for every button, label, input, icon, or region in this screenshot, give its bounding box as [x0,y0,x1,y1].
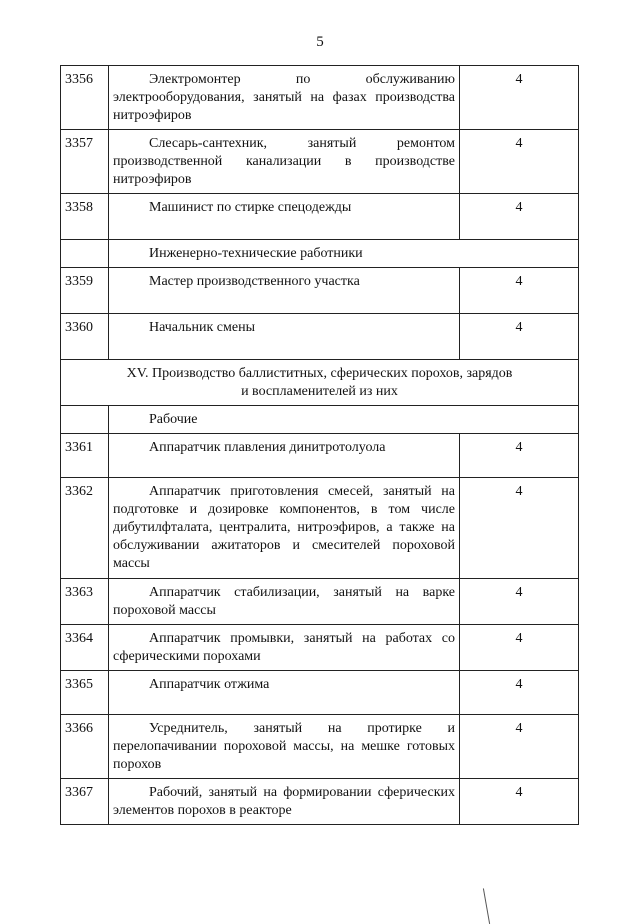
row-value: 4 [460,130,579,194]
row-number: 3359 [61,268,109,314]
scan-edge-mark [483,888,492,924]
section-heading-line: и воспламенителей из них [241,384,398,399]
occupation-title: Электромонтер по обслуживанию электрооборудования, занятый на фазах производства нитроэфиров [109,66,460,130]
occupation-title: Начальник смены [109,314,460,360]
table-row [61,625,579,671]
empty-cell [61,406,109,434]
occupation-title: Аппаратчик отжима [109,671,460,715]
occupation-title: Машинист по стирке спецодежды [109,194,460,240]
row-number: 3358 [61,194,109,240]
occupation-title: Рабочий, занятый на формировании сферических элементов порохов в реакторе [109,779,460,825]
empty-cell [61,240,109,268]
row-value: 4 [460,478,579,579]
row-number: 3363 [61,579,109,625]
row-number: 3366 [61,715,109,779]
section-heading [61,360,579,406]
table-row [61,130,579,194]
row-value: 4 [460,314,579,360]
table-row [61,314,579,360]
occupation-title: Аппаратчик промывки, занятый на работах со сферическими порохами [109,625,460,671]
row-number: 3357 [61,130,109,194]
row-number: 3362 [61,478,109,579]
subheading-title: Рабочие [109,406,579,434]
row-number: 3361 [61,434,109,478]
subheading-title: Инженерно-технические работники [109,240,579,268]
occupation-title: Слесарь-сантехник, занятый ремонтом производственной канализации в производстве нитроэфиров [109,130,460,194]
subheading-row [61,406,579,434]
section-heading-line: XV. Производство баллиститных, сферических порохов, зарядов [126,366,513,381]
row-number: 3356 [61,66,109,130]
table-row [61,715,579,779]
document-table [60,65,579,825]
row-number: 3365 [61,671,109,715]
occupation-title: Усреднитель, занятый на протирке и перелопачивании пороховой массы, на мешке готовых порохов [109,715,460,779]
row-value: 4 [460,625,579,671]
table-row [61,478,579,579]
table-row [61,268,579,314]
table-row [61,194,579,240]
row-value: 4 [460,434,579,478]
row-value: 4 [460,779,579,825]
occupation-title: Мастер производственного участка [109,268,460,314]
occupation-title: Аппаратчик приготовления смесей, занятый на подготовке и дозировке компонентов, в том числе дибутилфталата, централита, нитроэфиров, а также на обслуживании ажитаторов и смесителей пороховой массы [109,478,460,579]
occupation-title: Аппаратчик стабилизации, занятый на варке пороховой массы [109,579,460,625]
row-number: 3367 [61,779,109,825]
table-row [61,434,579,478]
page-number: 5 [316,34,324,50]
row-value: 4 [460,715,579,779]
row-value: 4 [460,671,579,715]
occupation-title: Аппаратчик плавления динитротолуола [109,434,460,478]
row-value: 4 [460,66,579,130]
table-row [61,779,579,825]
subheading-row [61,240,579,268]
row-value: 4 [460,579,579,625]
row-value: 4 [460,194,579,240]
table-row [61,579,579,625]
row-number: 3360 [61,314,109,360]
table-row [61,671,579,715]
row-value: 4 [460,268,579,314]
section-heading-row [61,360,579,406]
row-number: 3364 [61,625,109,671]
table-row [61,66,579,130]
